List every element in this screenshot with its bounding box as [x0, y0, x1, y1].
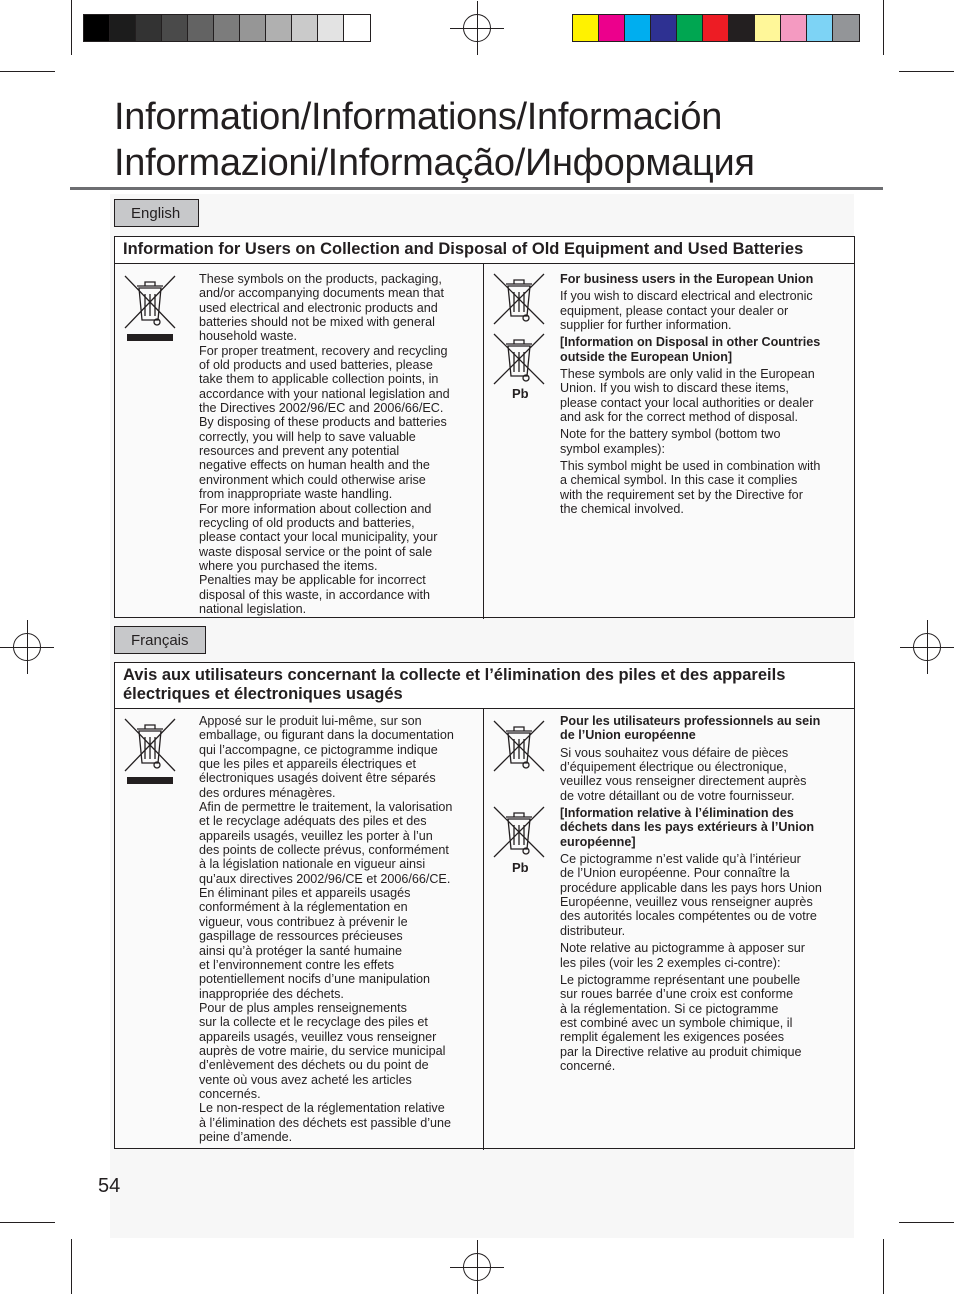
color-swatch — [703, 15, 729, 41]
body-text-line: auprès de votre mairie, du service municipal — [199, 1043, 446, 1058]
body-text-line: En éliminant piles et appareils usagés — [199, 886, 411, 901]
page-title-line-1: Information/Informations/Información — [114, 96, 723, 138]
body-text-line: from inappropriate waste handling. — [199, 487, 393, 502]
section-heading-line-2: électriques et électroniques usagés — [123, 685, 403, 703]
francais-left-column — [115, 709, 484, 1150]
page-title — [114, 94, 755, 186]
crossed-bin-icon — [123, 715, 177, 790]
color-swatch — [214, 15, 240, 41]
body-text-line: and ask for the correct method of disposal. — [560, 410, 799, 425]
color-bar — [572, 14, 860, 42]
body-text-line: By disposing of these products and batteries — [199, 415, 447, 430]
body-text-line: where you purchased the items. — [199, 558, 378, 573]
color-swatch — [573, 15, 599, 41]
body-text-line: remplit également les exigences posées — [560, 1030, 785, 1045]
color-swatch — [318, 15, 344, 41]
body-text-line: a chemical symbol. In this case it complies — [560, 473, 798, 488]
body-text-line: Note relative au pictogramme à apposer sur — [560, 941, 806, 956]
body-text-line: environment which could otherwise arise — [199, 472, 426, 487]
body-text-line: correctly, you will help to save valuable — [199, 429, 416, 444]
body-text-line: These symbols are only valid in the European — [560, 367, 815, 382]
english-right-text — [560, 272, 846, 517]
body-text-line: des ordures ménagères. — [199, 785, 336, 800]
body-text-line: procédure applicable dans les pays hors Union — [560, 880, 822, 895]
body-text-line: ainsi qu’à protéger la santé humaine — [199, 943, 403, 958]
color-swatch — [110, 15, 136, 41]
body-text-line: symbol examples): — [560, 441, 665, 456]
section-heading-line-1: Avis aux utilisateurs concernant la collecte et l’élimination des piles et des appareils — [123, 666, 786, 684]
body-text-line: qu’aux directives 2002/96/CE et 2006/66/CE. — [199, 871, 451, 886]
body-text-line: equipment, please contact your dealer or — [560, 303, 789, 318]
body-text-line: et l’environnement contre les effets — [199, 957, 395, 972]
color-swatch — [677, 15, 703, 41]
crop-mark — [0, 1222, 55, 1223]
body-text-line: les piles (voir les 2 exemples ci-contre): — [560, 955, 781, 970]
color-swatch — [84, 15, 110, 41]
francais-right-column — [484, 709, 854, 1150]
color-swatch — [833, 15, 859, 41]
body-text-line: par la Directive relative au produit chimique — [560, 1044, 802, 1059]
body-text-line: disposal of this waste, in accordance with — [199, 587, 431, 602]
body-text-line: batteries should not be mixed with general — [199, 315, 435, 330]
registration-mark-icon — [13, 633, 41, 661]
registration-mark-icon — [463, 1253, 491, 1281]
english-left-text — [199, 272, 479, 616]
subheading: de l’Union européenne — [560, 728, 696, 743]
body-text-line: please contact your local authorities or dealer — [560, 395, 814, 410]
color-swatch — [292, 15, 318, 41]
body-text-line: of old products and used batteries, please — [199, 358, 433, 373]
color-swatch — [136, 15, 162, 41]
body-text-line: à la législation nationale en vigueur ainsi — [199, 857, 426, 872]
section-heading: Information for Users on Collection and Disposal of Old Equipment and Used Batteries — [115, 237, 854, 264]
crop-mark — [883, 0, 884, 55]
francais-left-text — [199, 714, 481, 1144]
body-text-line: veuillez vous renseigner directement auprès — [560, 774, 807, 789]
body-text-line: qui l’accompagne, ce pictogramme indique — [199, 742, 438, 757]
color-swatch — [240, 15, 266, 41]
body-text-line: d’enlèvement des déchets ou du point de — [199, 1058, 429, 1073]
body-text-line: concernés. — [199, 1086, 261, 1101]
body-text-line: Apposé sur le produit lui-même, sur son — [199, 714, 422, 728]
page-number: 54 — [98, 1175, 121, 1197]
crop-mark — [0, 71, 55, 72]
body-text-line: appareils usagés, veuillez vous renseigner — [199, 1029, 437, 1044]
body-text-line: Pour de plus amples renseignements — [199, 1000, 407, 1015]
body-text-line: Le pictogramme représentant une poubelle — [560, 972, 801, 987]
body-text-line: sur la collecte et le recyclage des piles et — [199, 1015, 428, 1030]
language-tab-english: English — [114, 199, 199, 227]
body-text-line: emballage, ou figurant dans la documentation — [199, 728, 454, 743]
color-swatch — [807, 15, 833, 41]
color-swatch — [651, 15, 677, 41]
body-text-line: This symbol might be used in combination with — [560, 459, 821, 474]
crop-mark — [883, 1239, 884, 1294]
color-swatch — [755, 15, 781, 41]
title-rule — [70, 187, 883, 190]
body-text-line: Si vous souhaitez vous défaire de pièces — [560, 745, 789, 760]
subheading: [Information on Disposal in other Countries — [560, 335, 821, 350]
crop-mark — [71, 1239, 72, 1294]
body-text-line: sur roues barrée d’une croix est conforme — [560, 987, 794, 1002]
body-text-line: inappropriée des déchets. — [199, 986, 344, 1001]
body-text-line: des points de collecte prévus, conformément — [199, 843, 449, 858]
pb-chemical-label: Pb — [512, 386, 529, 401]
body-text-line: Ce pictogramme n’est valide qu’à l’intérieur — [560, 852, 801, 867]
subheading: For business users in the European Union — [560, 272, 814, 286]
body-text-line: vigueur, vous contribuez à prévenir le — [199, 914, 408, 929]
color-swatch — [188, 15, 214, 41]
subheading: déchets dans les pays extérieurs à l’Union — [560, 820, 815, 835]
registration-mark-icon — [463, 14, 491, 42]
body-text-line: de l’Union européenne. Pour connaître la — [560, 866, 790, 881]
body-text-line: Afin de permettre le traitement, la valorisation — [199, 800, 453, 815]
body-text-line: électroniques usagés doivent être séparés — [199, 771, 436, 786]
crossed-bin-battery-icon — [492, 805, 546, 864]
body-text-line: vente où vous avez acheté les articles — [199, 1072, 412, 1087]
body-text-line: For proper treatment, recovery and recycling — [199, 343, 448, 358]
crop-mark — [71, 0, 72, 55]
body-text-line: à la réglementation. Si ce pictogramme — [560, 1001, 779, 1016]
crossed-bin-battery-icon — [492, 332, 546, 391]
francais-right-text — [560, 714, 848, 1073]
gray-scale-bar — [83, 14, 371, 42]
body-text-line: des autorités locales compétentes ou de votre — [560, 909, 817, 924]
body-text-line: accordance with your national legislation and — [199, 386, 450, 401]
color-swatch — [625, 15, 651, 41]
body-text-line: Le non-respect de la réglementation relative — [199, 1101, 445, 1116]
body-text-line: potentiellement nocifs d’une manipulation — [199, 972, 431, 987]
subheading: Pour les utilisateurs professionnels au sein — [560, 714, 821, 728]
color-swatch — [781, 15, 807, 41]
registration-mark-icon — [913, 633, 941, 661]
body-text-line: These symbols on the products, packaging, — [199, 272, 442, 286]
subheading: européenne] — [560, 834, 636, 849]
body-text-line: Union. If you wish to discard these items, — [560, 381, 789, 396]
pb-chemical-label: Pb — [512, 860, 529, 875]
section-heading — [115, 663, 854, 709]
color-swatch — [344, 15, 370, 41]
body-text-line: with the requirement set by the Directive for — [560, 487, 803, 502]
body-text-line: à l’élimination des déchets est passible d’une — [199, 1115, 452, 1130]
body-text-line: used electrical and electronic products and — [199, 300, 438, 315]
body-text-line: concerné. — [560, 1058, 616, 1073]
body-text-line: national legislation. — [199, 601, 307, 616]
body-text-line: the chemical involved. — [560, 502, 684, 517]
body-text-line: d’équipement électrique ou électronique, — [560, 760, 787, 775]
body-text-line: household waste. — [199, 329, 298, 344]
color-swatch — [266, 15, 292, 41]
body-text-line: take them to applicable collection points, in — [199, 372, 439, 387]
body-text-line: de votre détaillant ou de votre fournisseur. — [560, 788, 795, 803]
color-swatch — [729, 15, 755, 41]
crossed-bin-icon — [492, 719, 546, 778]
color-swatch — [162, 15, 188, 41]
body-text-line: If you wish to discard electrical and electronic — [560, 289, 813, 304]
section-francais — [114, 662, 855, 1149]
subheading: outside the European Union] — [560, 349, 733, 364]
crossed-bin-icon — [123, 272, 177, 347]
body-text-line: and/or accompanying documents mean that — [199, 286, 445, 301]
body-text-line: resources and prevent any potential — [199, 444, 400, 459]
body-text-line: recycling of old products and batteries, — [199, 515, 415, 530]
body-text-line: waste disposal service or the point of sale — [199, 544, 433, 559]
body-text-line: please contact your local municipality, your — [199, 530, 438, 545]
body-text-line: supplier for further information. — [560, 318, 732, 333]
body-text-line: est combiné avec un symbole chimique, il — [560, 1015, 793, 1030]
body-text-line: conformément à la réglementation en — [199, 900, 408, 915]
body-text-line: Européenne, veuillez vous renseigner auprès — [560, 895, 813, 910]
crossed-bin-icon — [492, 272, 546, 331]
body-text-line: For more information about collection and — [199, 501, 432, 516]
body-text-line: distributeur. — [560, 923, 626, 938]
body-text-line: Penalties may be applicable for incorrect — [199, 573, 426, 588]
page-title-line-2: Informazioni/Informação/Информация — [114, 142, 755, 184]
crop-mark — [899, 71, 954, 72]
body-text-line: negative effects on human health and the — [199, 458, 430, 473]
body-text-line: gaspillage de ressources précieuses — [199, 929, 403, 944]
body-text-line: Note for the battery symbol (bottom two — [560, 427, 781, 442]
body-text-line: the Directives 2002/96/EC and 2006/66/EC. — [199, 401, 444, 416]
body-text-line: que les piles et appareils électriques et — [199, 757, 417, 772]
language-tab-francais: Français — [114, 626, 206, 654]
crop-mark — [899, 1222, 954, 1223]
body-text-line: et le recyclage adéquats des piles et des — [199, 814, 427, 829]
section-english — [114, 236, 855, 618]
english-right-column — [484, 264, 854, 619]
english-left-column — [115, 264, 484, 619]
color-swatch — [599, 15, 625, 41]
subheading: [Information relative à l’élimination des — [560, 806, 794, 821]
body-text-line: appareils usagés, veuillez les porter à l’un — [199, 828, 433, 843]
body-text-line: peine d’amende. — [199, 1129, 293, 1144]
